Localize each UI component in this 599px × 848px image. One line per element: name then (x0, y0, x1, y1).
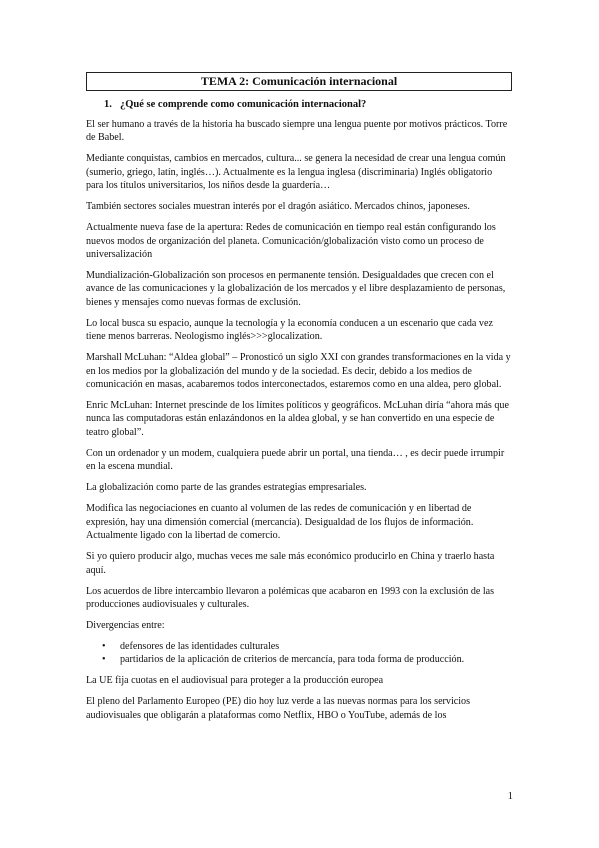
paragraph: Divergencias entre: (86, 619, 165, 631)
page-title: TEMA 2: Comunicación internacional (86, 72, 512, 91)
section-heading-text: ¿Qué se comprende como comunicación internacional? (120, 99, 367, 110)
body-text (86, 118, 512, 730)
paragraph: Enric McLuhan: Internet prescinde de los límites políticos y geográficos. McLuhan diría “ahora más que nunca las computadoras están enlazándonos en la aldea global, y se han convertido en una especie de teatro global”. (86, 400, 509, 438)
paragraph: Lo local busca su espacio, aunque la tecnología y la economía conducen a un escenario que cada vez tiene menos barreras. Neologismo inglés>>>glocalization. (86, 317, 493, 343)
paragraph: La globalización como parte de las grandes estrategias empresariales. (86, 482, 367, 494)
bullet-list (86, 640, 512, 667)
paragraph: El pleno del Parlamento Europeo (PE) dio hoy luz verde a las nuevas normas para los servicios audiovisuales que obligarán a plataformas como Netflix, HBO o YouTube, además de los (86, 696, 471, 721)
paragraph: Modifica las negociaciones en cuanto al volumen de las redes de comunicación y en libertad de expresión, hay una dimensión comercial (mercancía). Desigualdad de los flujos de información. Actualmente ligado con la libertad de comercio. (86, 503, 474, 542)
paragraph: La UE fija cuotas en el audiovisual para proteger a la producción europea (86, 675, 384, 687)
paragraph: Marshall McLuhan: “Aldea global” – Pronosticó un siglo XXI con grandes transformaciones en la vida y en los medios por la globalización del mundo y de la sociedad. Es decir, debido a los medios de comunicación en masas, acabaremos todos interconectados, estaremos como en una aldea, pero global. (86, 352, 511, 391)
paragraph: Con un ordenador y un modem, cualquiera puede abrir un portal, una tienda… , es decir puede irrumpir en la escena mundial. (86, 447, 505, 473)
paragraph: Actualmente nueva fase de la apertura: Redes de comunicación en tiempo real están configurando los nuevos modos de organización del planeta. Comunicación/globalización visto como un proceso de universalización (86, 222, 496, 261)
paragraph: También sectores sociales muestran interés por el dragón asiático. Mercados chinos, japoneses. (86, 201, 470, 213)
paragraph: Los acuerdos de libre intercambio llevaron a polémicas que acabaron en 1993 con la exclusión de las producciones audiovisuales y culturales. (86, 585, 495, 610)
paragraph: Mundialización-Globalización son procesos en permanente tensión. Desigualdades que crecen con el avance de las comunicaciones y la globalización de los mercados y el libre desplazamiento de personas, bienes y mensajes como nuevas formas de exclusión. (86, 270, 506, 308)
page-number: 1 (507, 791, 513, 802)
section-number: 1. (104, 99, 112, 110)
list-item: • partidarios de la aplicación de criterios de mercancía, para toda forma de producción. (120, 653, 512, 666)
paragraph: Si yo quiero producir algo, muchas veces me sale más económico producirlo en China y traerlo hasta aquí. (86, 551, 495, 576)
paragraph: El ser humano a través de la historia ha buscado siempre una lengua puente por motivos prácticos. Torre de Babel. (86, 119, 508, 144)
paragraph: Mediante conquistas, cambios en mercados, cultura... se genera la necesidad de crear una lengua común (sumerio, griego, latín, inglés…). Actualmente es la lengua inglesa (discriminaria) Inglés obligatorio para los títulos universitarios, los niños desde la guardería… (86, 153, 506, 192)
list-item: • defensores de las identidades culturales (120, 640, 512, 653)
section-heading (104, 99, 366, 110)
